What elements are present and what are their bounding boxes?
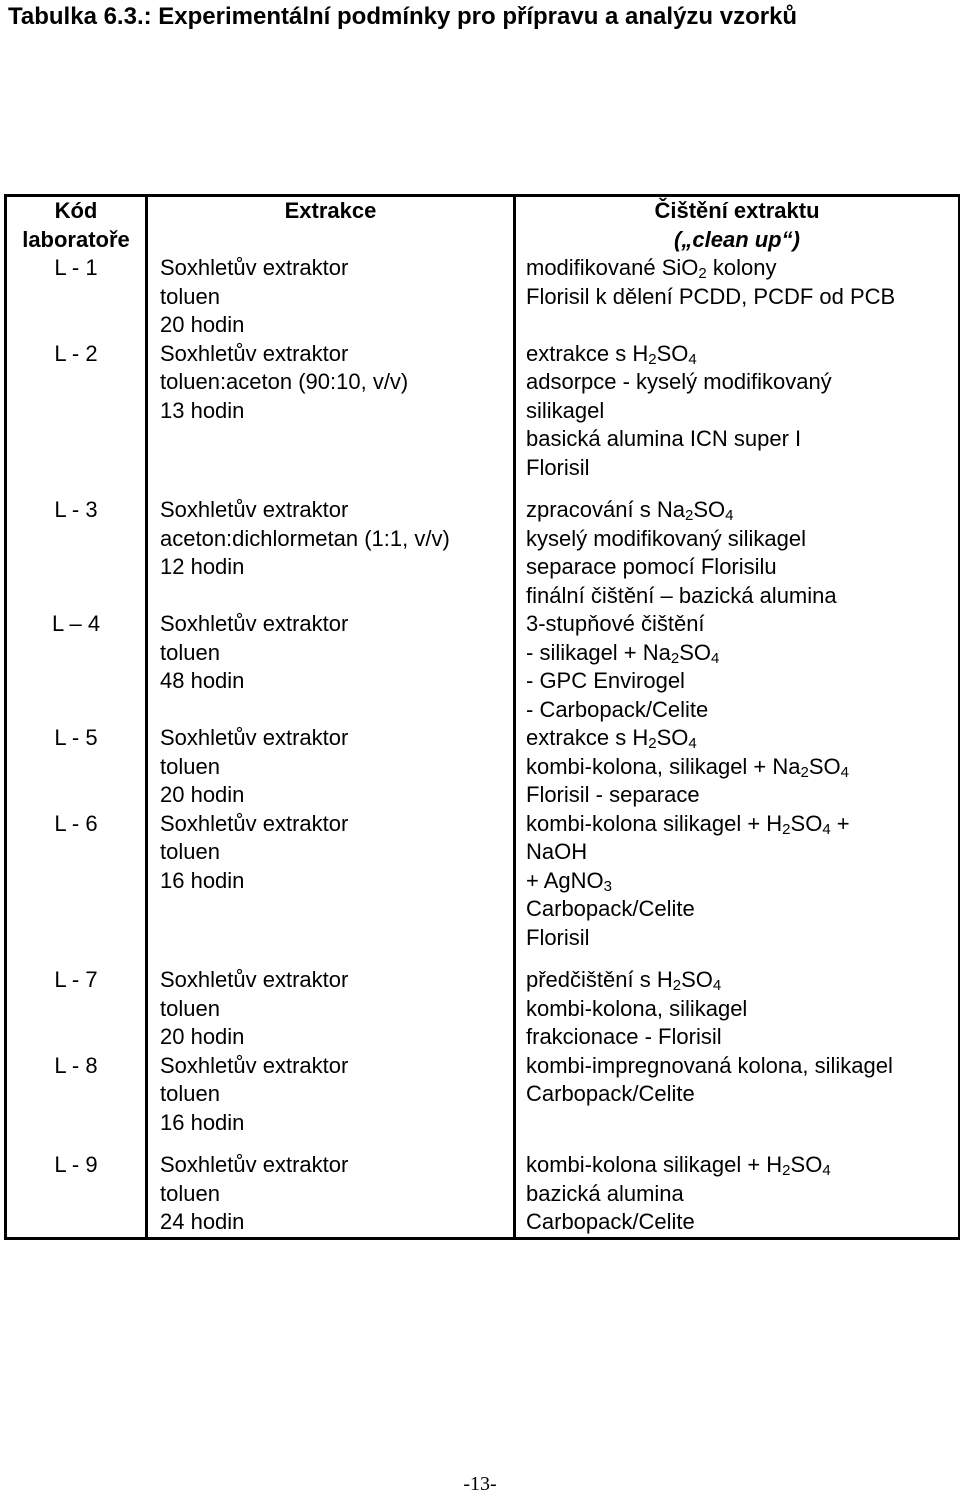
header-cleanup-line2: („clean up“): [674, 226, 800, 252]
header-lab-code-line2: laboratoře: [22, 226, 130, 252]
extraction-line: Soxhletův extraktor: [160, 810, 349, 836]
table-row: [6, 966, 960, 1052]
lab-code-cell: [6, 1052, 147, 1152]
cleanup-cell: [515, 724, 960, 810]
table-title: Tabulka 6.3.: Experimentální podmínky pro přípravu a analýzu vzorků: [8, 3, 798, 30]
extraction-line: Soxhletův extraktor: [160, 340, 349, 366]
lab-code: L - 3: [54, 497, 98, 522]
table-row: [6, 340, 960, 497]
cleanup-line: + AgNO$_3$: [526, 867, 612, 895]
table-header-row: [6, 196, 960, 255]
extraction-line: Soxhletův extraktor: [160, 967, 349, 992]
table-row: [6, 496, 960, 610]
extraction-line: toluen: [160, 753, 220, 779]
cleanup-line: - Carbopack/Celite: [526, 696, 709, 722]
cleanup-line: zpracování s $Na_2SO_4$: [526, 497, 734, 524]
cleanup-line: Florisil - separace: [526, 782, 700, 807]
extraction-line: toluen:aceton (90:10, v/v): [160, 369, 409, 394]
cleanup-line: - silikagel + $Na_2SO_4$: [526, 639, 720, 667]
cleanup-line: kombi-impregnovaná kolona, silikagel: [526, 1052, 893, 1078]
lab-code: L – 4: [51, 611, 101, 636]
lab-code-cell: [6, 1151, 147, 1238]
header-cleanup-line1: Čištění extraktu: [654, 198, 820, 223]
extraction-line: 24 hodin: [160, 1209, 245, 1234]
cleanup-line: kombi-kolona silikagel + $H_2SO_4$: [526, 1152, 831, 1179]
cleanup-cell: [515, 1151, 960, 1238]
cleanup-line: finální čištění – bazická alumina: [526, 582, 837, 608]
cleanup-line: kombi-kolona silikagel + $H_2SO_4$ +: [526, 810, 850, 838]
lab-code-cell: [6, 610, 147, 724]
extraction-cell: [147, 966, 515, 1052]
extraction-line: Soxhletův extraktor: [160, 1152, 349, 1177]
extraction-line: toluen: [160, 1081, 220, 1106]
extraction-line: 16 hodin: [160, 867, 245, 893]
cleanup-cell: [515, 610, 960, 724]
cleanup-cell: [515, 496, 960, 610]
cleanup-line: silikagel: [526, 397, 605, 423]
cleanup-line: modifikované SiO$_2$ kolony: [526, 255, 777, 282]
cleanup-cell: [515, 254, 960, 340]
cleanup-cell: [515, 810, 960, 967]
cleanup-line: NaOH: [526, 839, 588, 864]
lab-code: L - 2: [54, 340, 98, 366]
extraction-cell: [147, 340, 515, 497]
lab-code: L - 8: [54, 1052, 98, 1078]
extraction-line: toluen: [160, 995, 220, 1021]
cleanup-line: Florisil: [526, 924, 590, 950]
extraction-cell: [147, 496, 515, 610]
extraction-cell: [147, 1052, 515, 1152]
header-lab-code: [6, 196, 147, 255]
extraction-line: aceton:dichlormetan (1:1, v/v): [160, 525, 450, 551]
cleanup-line: kyselý modifikovaný silikagel: [526, 525, 806, 551]
cleanup-line: Carbopack/Celite: [526, 1081, 695, 1106]
lab-code-cell: [6, 340, 147, 497]
extraction-line: 16 hodin: [160, 1109, 245, 1135]
extraction-line: toluen: [160, 639, 220, 665]
cleanup-line: - GPC Envirogel: [526, 668, 685, 693]
lab-code-cell: [6, 810, 147, 967]
extraction-line: 20 hodin: [160, 1024, 245, 1049]
cleanup-line: frakcionace - Florisil: [526, 1024, 722, 1049]
table-row: [6, 810, 960, 967]
lab-code: L - 1: [54, 255, 98, 280]
extraction-line: Soxhletův extraktor: [160, 497, 349, 522]
lab-code-cell: [6, 966, 147, 1052]
table-row: [6, 254, 960, 340]
extraction-line: Soxhletův extraktor: [160, 611, 349, 636]
extraction-line: 20 hodin: [160, 782, 245, 807]
cleanup-line: basická alumina ICN super I: [526, 426, 802, 451]
cleanup-line: Carbopack/Celite: [526, 896, 695, 921]
conditions-table: [4, 194, 960, 1240]
cleanup-line: kombi-kolona, silikagel: [526, 995, 748, 1021]
lab-code: L - 5: [54, 725, 98, 750]
extraction-cell: [147, 254, 515, 340]
cleanup-line: Carbopack/Celite: [526, 1209, 695, 1234]
page-number: -13-: [463, 1473, 497, 1495]
extraction-line: 20 hodin: [160, 312, 245, 337]
extraction-line: toluen: [160, 1180, 220, 1206]
extraction-cell: [147, 1151, 515, 1238]
extraction-line: Soxhletův extraktor: [160, 255, 349, 280]
cleanup-cell: [515, 1052, 960, 1152]
lab-code-cell: [6, 724, 147, 810]
header-extraction-label: Extrakce: [284, 198, 377, 223]
cleanup-line: Florisil: [526, 454, 590, 480]
cleanup-line: extrakce s $H_2SO_4$: [526, 725, 697, 752]
extraction-cell: [147, 724, 515, 810]
table-row: [6, 1052, 960, 1152]
lab-code-cell: [6, 254, 147, 340]
cleanup-line: bazická alumina: [526, 1180, 684, 1206]
cleanup-line: kombi-kolona, silikagel + $Na_2SO_4$: [526, 753, 850, 781]
header-lab-code-line1: Kód: [54, 198, 98, 223]
cleanup-line: Florisil k dělení PCDD, PCDF od PCB: [526, 283, 896, 309]
cleanup-line: 3-stupňové čištění: [526, 611, 705, 636]
cleanup-line: separace pomocí Florisilu: [526, 554, 777, 579]
extraction-cell: [147, 810, 515, 967]
header-cleanup: [515, 196, 960, 255]
lab-code: L - 7: [54, 967, 98, 992]
cleanup-line: adsorpce - kyselý modifikovaný: [526, 369, 832, 394]
extraction-line: toluen: [160, 283, 220, 309]
lab-code-cell: [6, 496, 147, 610]
extraction-line: Soxhletův extraktor: [160, 1052, 349, 1078]
extraction-cell: [147, 610, 515, 724]
lab-code: L - 6: [54, 810, 98, 836]
extraction-line: 13 hodin: [160, 397, 245, 423]
extraction-line: Soxhletův extraktor: [160, 725, 349, 750]
cleanup-line: předčištění s $H_2SO_4$: [526, 967, 722, 994]
table-row: [6, 610, 960, 724]
cleanup-line: extrakce s $H_2SO_4$: [526, 340, 697, 368]
table-row: [6, 1151, 960, 1238]
extraction-line: toluen: [160, 839, 220, 864]
extraction-line: 12 hodin: [160, 554, 245, 579]
cleanup-cell: [515, 340, 960, 497]
extraction-line: 48 hodin: [160, 668, 245, 693]
header-extraction: [147, 196, 515, 255]
table-row: [6, 724, 960, 810]
cleanup-cell: [515, 966, 960, 1052]
lab-code: L - 9: [54, 1152, 98, 1177]
